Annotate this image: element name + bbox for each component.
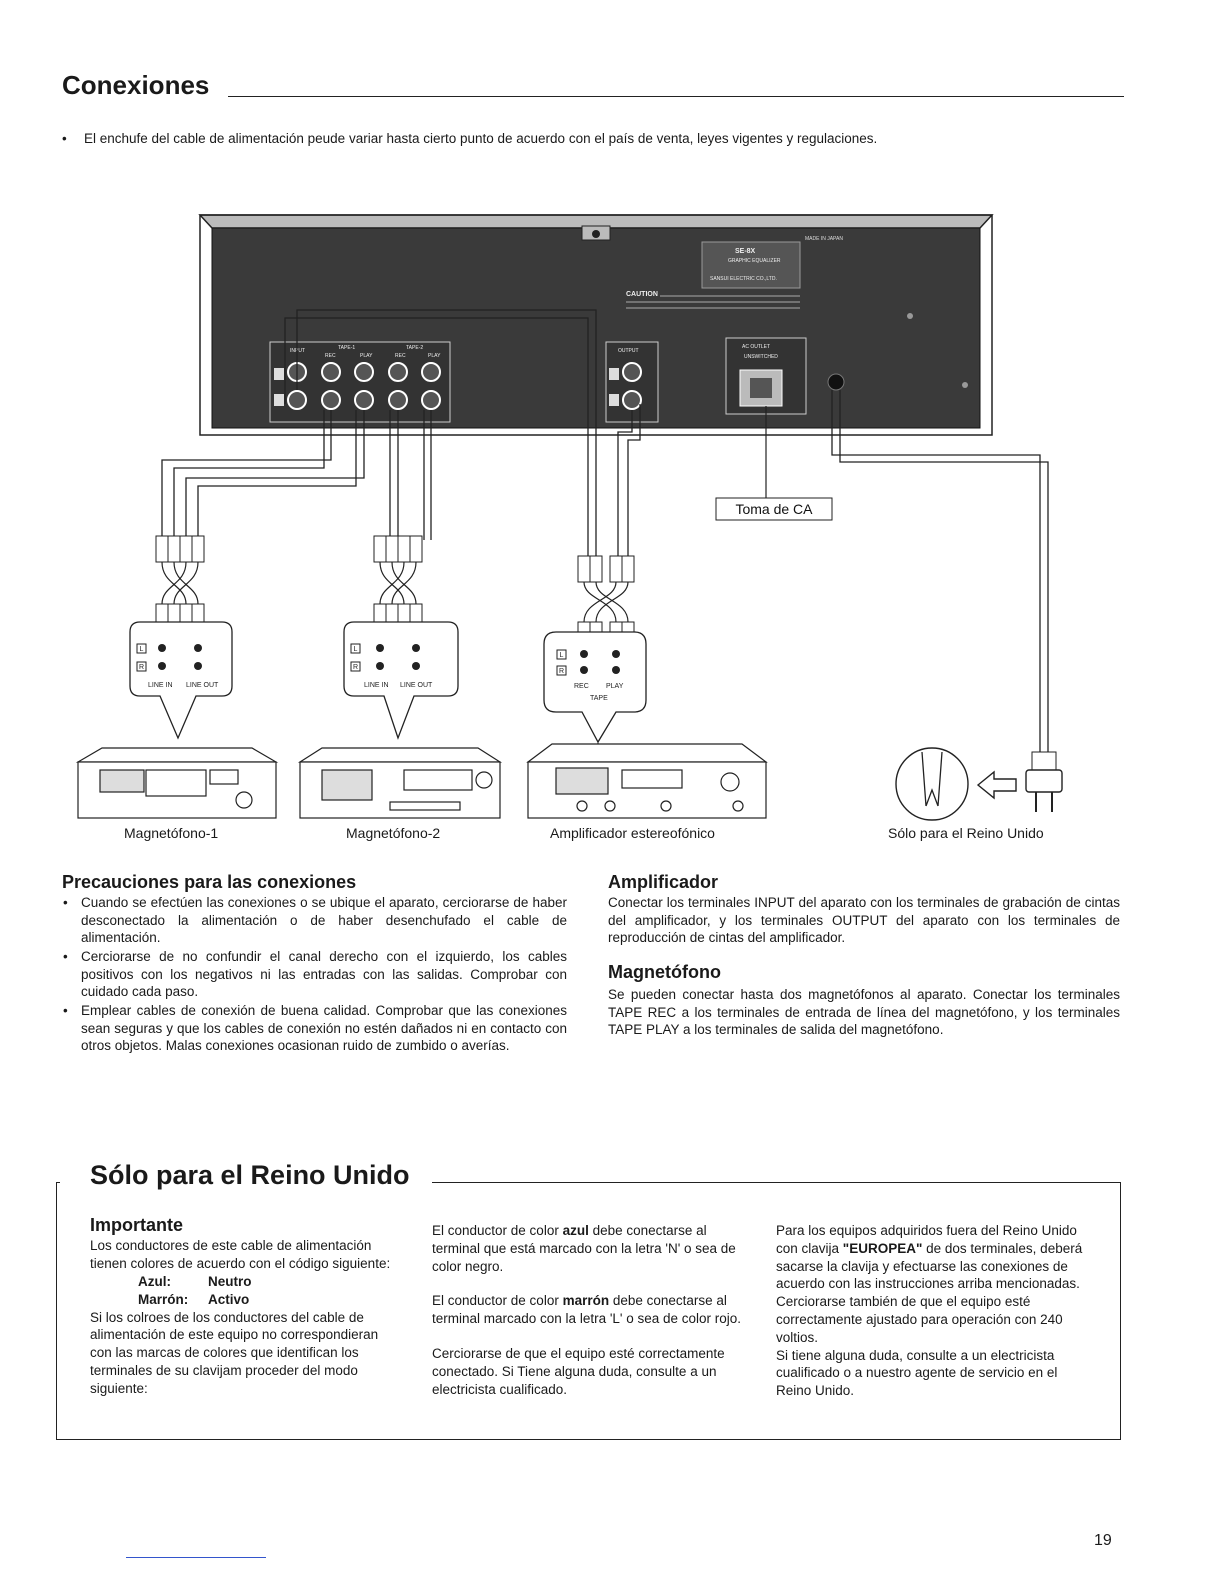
connection-diagram xyxy=(0,200,1224,860)
amplificador-title: Amplificador xyxy=(608,872,719,892)
caption-tape-2: Magnetófono-2 xyxy=(346,825,441,841)
precautions-title: Precauciones para las conexiones xyxy=(62,872,357,892)
panel-tape2-label: TAPE-2 xyxy=(406,345,424,351)
intro-note-text: El enchufe del cable de alimentación peude variar hasta cierto punto de acuerdo con el país de venta, leyes vigentes y regulaciones. xyxy=(84,131,878,146)
azul-value: Neutro xyxy=(208,1273,252,1289)
tape1-l-label: L xyxy=(139,646,144,653)
uk-col-1 xyxy=(90,1214,400,1398)
uk-col3-p1: Para los equipos adquiridos fuera del Reino Unido con clavija "EUROPEA" de dos terminales, deberá sacarse la clavija y efectuarse las conexiones de acuerdo con las instrucciones arriba mencionadas. Cerciorarse también de que el equipo esté correctamente ajustado para operación con 240 voltios. xyxy=(776,1223,1083,1345)
uk-col2-p1: El conductor de color azul debe conectarse al terminal que está marcado con la letra 'N' o sea de color negro. xyxy=(432,1223,736,1274)
tape2-line-in-label: LINE IN xyxy=(364,682,389,689)
uk-col1-text2: Si los colroes de los conductores del cable de alimentación de este equipo no correspondieran con las marcas de colores que identifican los terminales de su clavijam proceder del modo siguiente: xyxy=(90,1309,379,1396)
panel-play1-label: PLAY xyxy=(360,353,373,359)
panel-unswitched: UNSWITCHED xyxy=(744,354,778,360)
uk-col1-text: Los conductores de este cable de alimentación tienen colores de acuerdo con el código siguiente: xyxy=(90,1238,391,1271)
tape-deck-2 xyxy=(300,748,500,818)
panel-made-in: MADE IN JAPAN xyxy=(805,236,843,242)
marron-key: Marrón: xyxy=(138,1291,189,1307)
panel-input-label: INPUT xyxy=(290,348,305,354)
panel-ac-outlet: AC OUTLET xyxy=(742,344,771,350)
title-rule xyxy=(228,96,1124,97)
caption-tape-1: Magnetófono-1 xyxy=(124,825,219,841)
tape2-line-out-label: LINE OUT xyxy=(400,682,433,689)
uk-col-2 xyxy=(432,1222,742,1398)
intro-note: • El enchufe del cable de alimentación peude variar hasta cierto punto de acuerdo con el país de venta, leyes vigentes y regulaciones. xyxy=(62,131,878,146)
uk-col2-p3: Cerciorarse de que el equipo esté correctamente conectado. Si Tiene alguna duda, consulte a un electricista cualificado. xyxy=(432,1345,725,1397)
amp-tape-label: TAPE xyxy=(590,695,608,702)
panel-model: SE-8X xyxy=(735,248,756,255)
precaution-item: • Cuando se efectúen las conexiones o se ubique el aparato, cerciorarse de haber desconectado la alimentación o de haber desenchufado el cable de alimentación. xyxy=(63,895,567,945)
tape1-jack-callout xyxy=(130,622,232,738)
amp-jack-callout xyxy=(544,632,646,742)
uk-col3-p2: Si tiene alguna duda, consulte a un electricista cualificado o a nuestro agente de servicio en el Reino Unido. xyxy=(776,1347,1058,1399)
panel-rec2-label: REC xyxy=(395,353,406,359)
stereo-amplifier xyxy=(528,744,766,818)
magnetofono-text: Se pueden conectar hasta dos magnetófonos al aparato. Conectar los terminales TAPE REC a los terminales de entrada de línea del magnetófono, y los terminales TAPE PLAY a los terminales de salida del magnetófono. xyxy=(608,987,1120,1037)
azul-key: Azul: xyxy=(138,1273,171,1289)
uk-color-code xyxy=(90,1273,400,1309)
tape1-line-out-label: LINE OUT xyxy=(186,682,219,689)
ac-outlet-label: Toma de CA xyxy=(735,501,813,517)
amp-play-label: PLAY xyxy=(606,683,624,690)
uk-title: Sólo para el Reino Unido xyxy=(90,1160,410,1190)
tape2-jack-callout xyxy=(344,622,458,738)
precaution-item: • Cerciorarse de no confundir el canal derecho con el izquierdo, los cables positivos con los negativos ni las entradas con las salidas. Comprobar con cuidado cada paso. xyxy=(63,949,567,999)
caption-uk-only: Sólo para el Reino Unido xyxy=(888,825,1044,841)
precaution-item: • Emplear cables de conexión de buena calidad. Comprobar que las conexiones sean seguras y que los cables de conexión no estén dañados ni en contacto con otros objetos. Malas conexiones ocasionan ruido de zumbido o averías. xyxy=(63,1003,567,1053)
panel-equalizer: GRAPHIC EQUALIZER xyxy=(728,258,781,264)
uk-col2-p2: El conductor de color marrón debe conectarse al terminal marcado con la letra 'L' o sea de color rojo. xyxy=(432,1293,742,1327)
marron-value: Activo xyxy=(208,1291,250,1307)
panel-play2-label: PLAY xyxy=(428,353,441,359)
amp-l-label: L xyxy=(559,652,564,659)
magnetofono-title: Magnetófono xyxy=(608,962,721,982)
tape2-l-label: L xyxy=(353,646,358,653)
uk-importante-title: Importante xyxy=(90,1215,184,1235)
tape1-r-label: R xyxy=(138,664,145,671)
amp-r-label: R xyxy=(558,668,565,675)
uk-col-3 xyxy=(776,1222,1086,1400)
panel-rec1-label: REC xyxy=(325,353,336,359)
footer-link-line xyxy=(126,1557,266,1558)
panel-output-label: OUTPUT xyxy=(618,348,639,354)
amplificador-text: Conectar los terminales INPUT del aparato con los terminales de grabación de cintas del amplificador, y los terminales OUTPUT del aparato con los terminales de reproducción de cintas del amplificador. xyxy=(608,895,1120,945)
tape-deck-1 xyxy=(78,748,276,818)
panel-maker: SANSUI ELECTRIC CO.,LTD. xyxy=(710,276,777,282)
caption-amplifier: Amplificador estereofónico xyxy=(550,825,715,841)
tape1-line-in-label: LINE IN xyxy=(148,682,173,689)
page-title: Conexiones xyxy=(62,70,210,100)
panel-tape1-label: TAPE-1 xyxy=(338,345,356,351)
amp-rec-label: REC xyxy=(574,683,589,690)
page-number: 19 xyxy=(1094,1532,1112,1549)
tape2-r-label: R xyxy=(352,664,359,671)
panel-caution: CAUTION xyxy=(626,291,658,298)
